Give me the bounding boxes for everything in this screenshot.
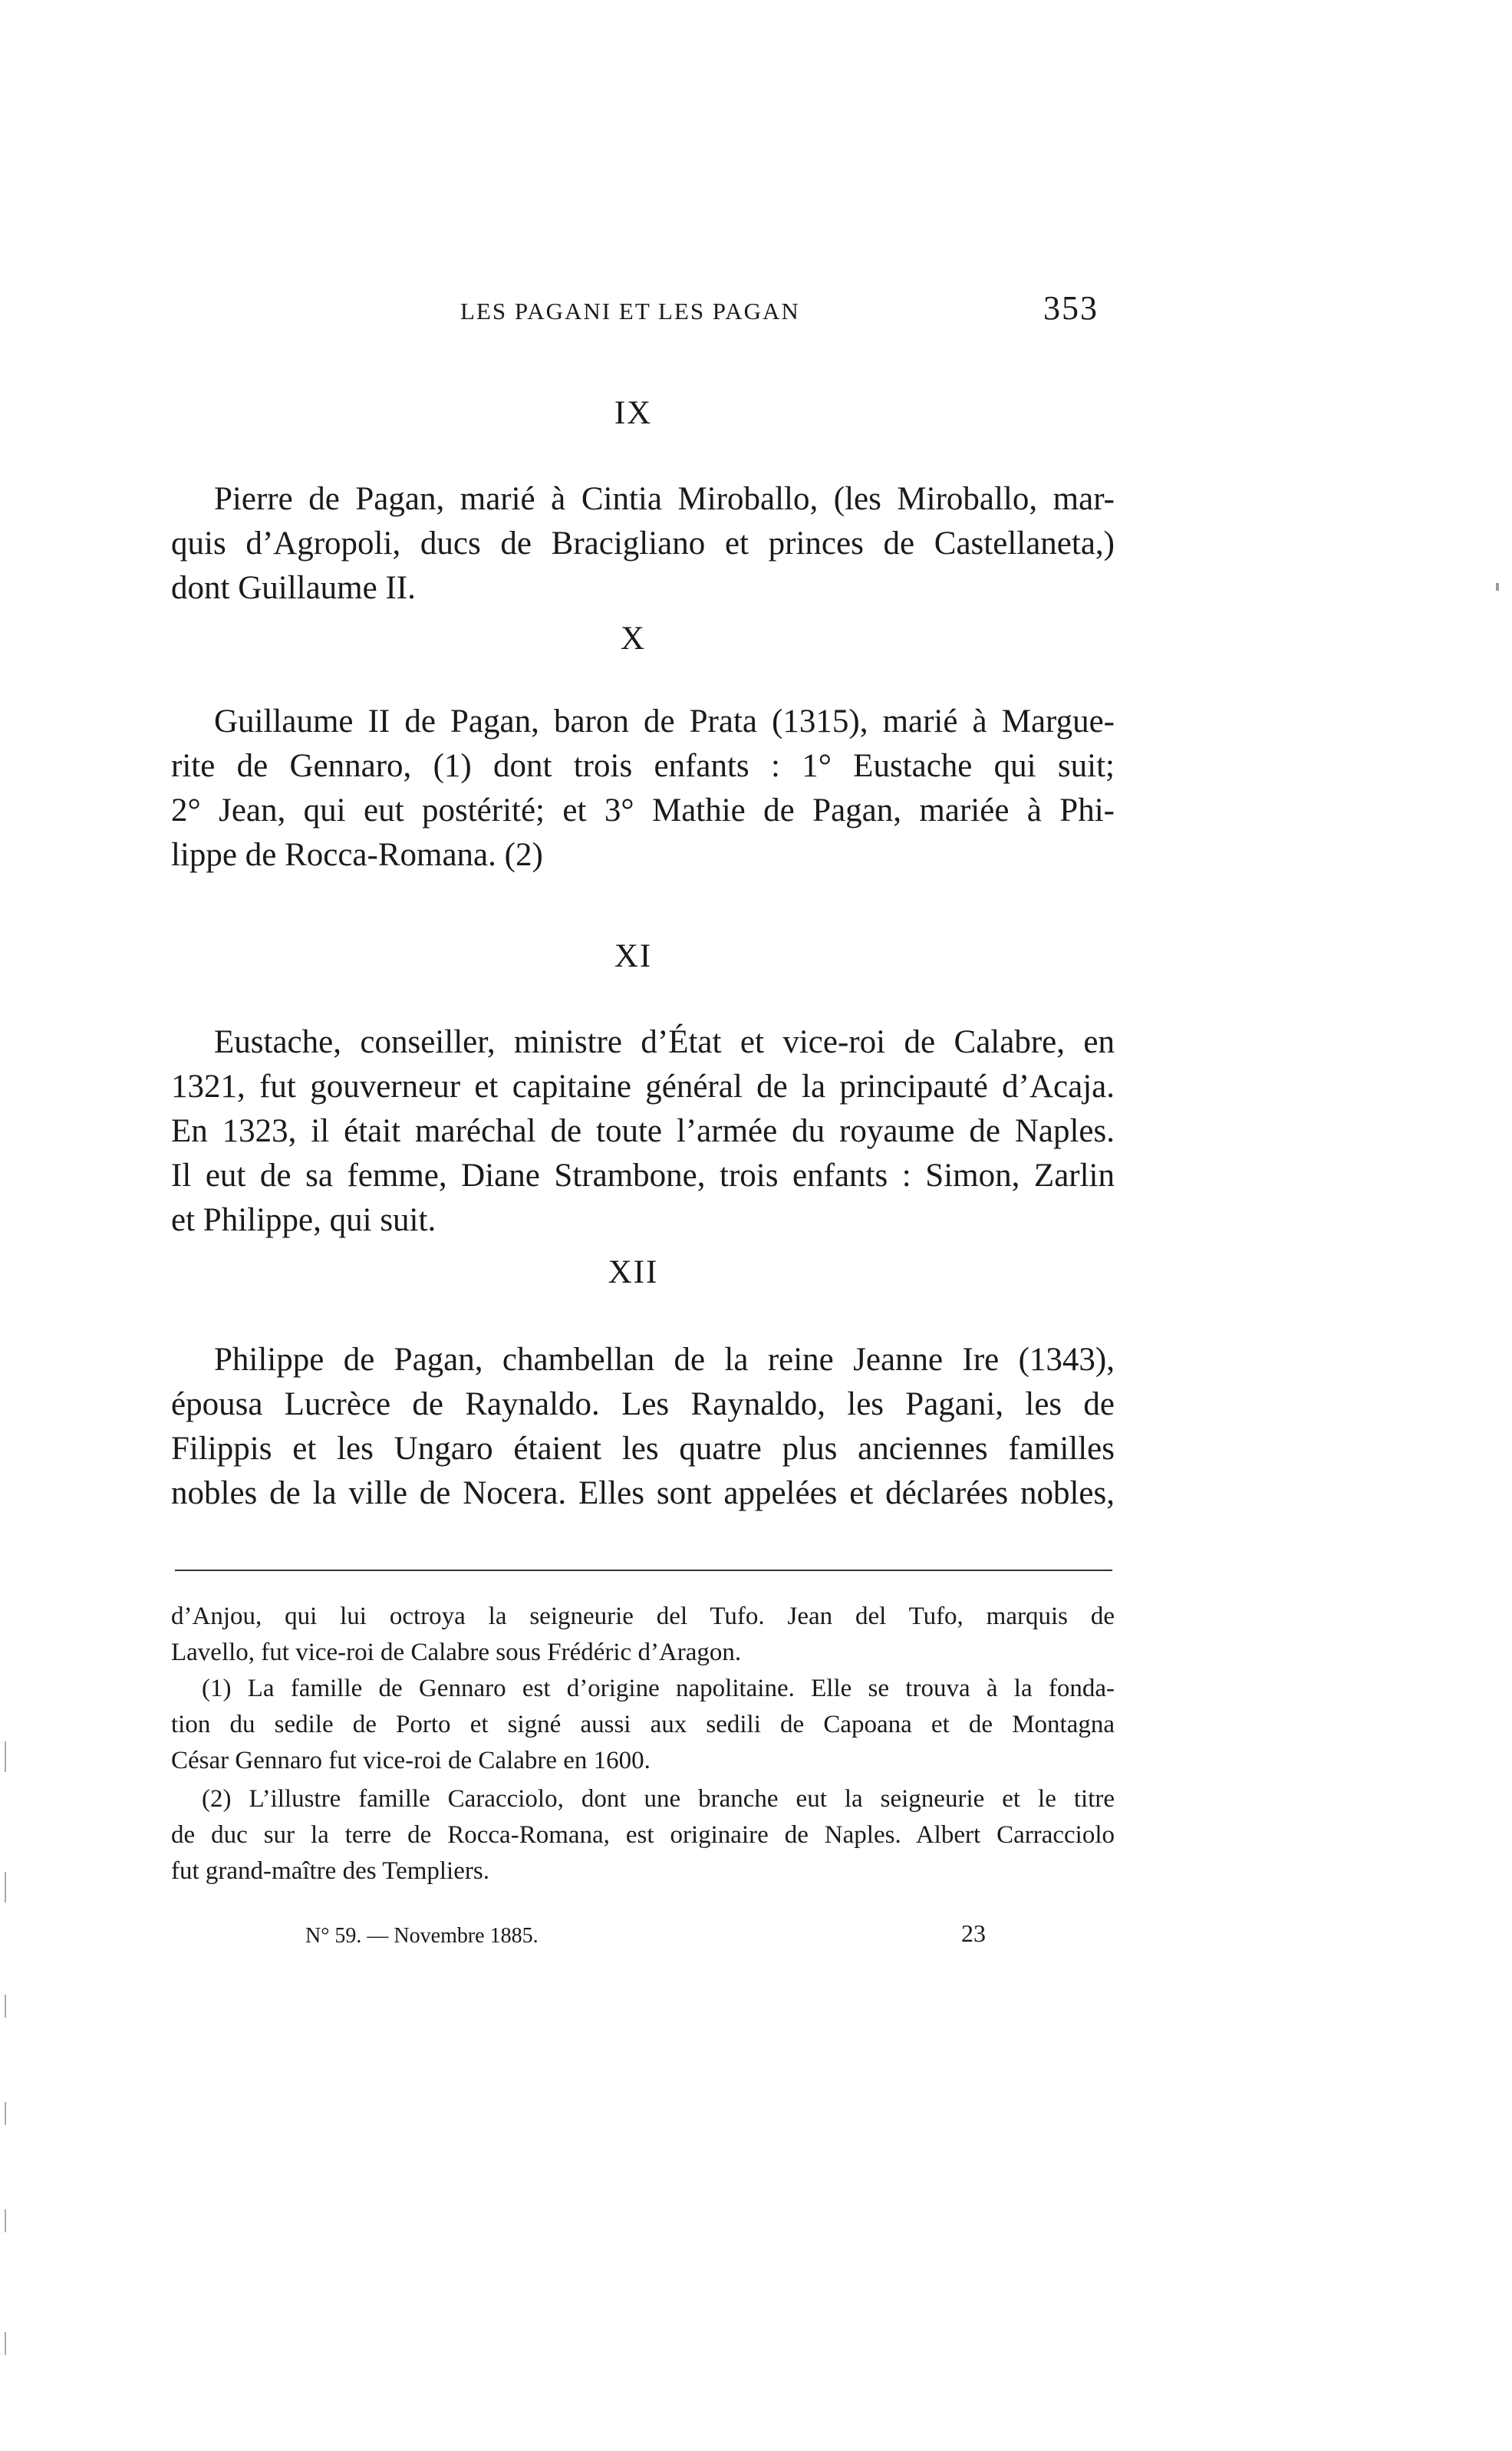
footnote-1 [171,1671,1115,1779]
text-line: Eustache, conseiller, ministre d’État et vice-roi de Calabre, en [214,1024,1115,1060]
text-line: Philippe de Pagan, chambellan de la reine Jeanne Ire (1343), [214,1342,1115,1378]
text-line: Il eut de sa femme, Diane Strambone, trois enfants : Simon, Zarlin [171,1158,1115,1194]
footnote-line: (2) L’illustre famille Caracciolo, dont une branche eut la seigneurie et le titre [202,1785,1115,1813]
text-line: quis d’Agropoli, ducs de Bracigliano et princes de Castellaneta,) [171,525,1115,562]
scan-edge-mark [5,1995,6,2018]
scan-speck [1496,583,1499,591]
text-line: lippe de Rocca-Romana. (2) [171,837,543,873]
footnote-line: d’Anjou, qui lui octroya la seigneurie del Tufo. Jean del Tufo, marquis de [171,1603,1115,1630]
running-title: LES PAGANI ET LES PAGAN [460,298,800,324]
section-number-xii: XII [608,1254,659,1290]
footnote-line: Lavello, fut vice-roi de Calabre sous Frédéric d’Aragon. [171,1639,742,1666]
section-xii-paragraph [171,1338,1115,1516]
footnote-line: (1) La famille de Gennaro est d’origine napolitaine. Elle se trouva à la fonda- [202,1675,1115,1702]
scan-edge-mark [5,1741,6,1772]
footnote-separator [175,1570,1112,1571]
text-line: 1321, fut gouverneur et capitaine général de la principauté d’Acaja. [171,1069,1115,1105]
footnote-line: fut grand-maître des Templiers. [171,1857,489,1885]
text-line: dont Guillaume II. [171,570,416,606]
text-line: Filippis et les Ungaro étaient les quatre plus anciennes familles [171,1431,1115,1467]
text-line: nobles de la ville de Nocera. Elles sont appelées et déclarées nobles, [171,1475,1115,1511]
text-line: 2° Jean, qui eut postérité; et 3° Mathie de Pagan, mariée à Phi- [171,792,1115,829]
footnote-line: tion du sedile de Porto et signé aussi aux sedili de Capoana et de Montagna [171,1711,1115,1738]
scan-edge-mark [5,2209,6,2232]
text-line: épousa Lucrèce de Raynaldo. Les Raynaldo, les Pagani, les de [171,1386,1115,1422]
scan-edge-mark [5,2332,6,2355]
section-x-paragraph [171,700,1115,878]
sheet-signature: 23 [961,1919,986,1947]
section-ix-paragraph [171,477,1115,611]
section-number-ix: IX [614,395,653,431]
footnote-line: César Gennaro fut vice-roi de Calabre en 1600. [171,1747,651,1774]
scan-edge-mark [5,2102,6,2125]
section-number-x: X [620,621,647,657]
footnote-continuation [171,1599,1115,1671]
text-line: et Philippe, qui suit. [171,1202,436,1238]
section-xi-paragraph [171,1020,1115,1243]
text-line: Guillaume II de Pagan, baron de Prata (1315), marié à Margue- [214,703,1115,740]
text-line: En 1323, il était maréchal de toute l’armée du royaume de Naples. [171,1113,1115,1149]
text-line: rite de Gennaro, (1) dont trois enfants : 1° Eustache qui suit; [171,748,1115,784]
issue-signature: N° 59. — Novembre 1885. [305,1924,539,1948]
footnote-line: de duc sur la terre de Rocca-Romana, est originaire de Naples. Albert Carracciolo [171,1821,1115,1849]
section-number-xi: XI [614,938,653,974]
scan-edge-mark [5,1872,6,1902]
page-number: 353 [1043,289,1099,327]
footnote-2 [171,1781,1115,1889]
text-line: Pierre de Pagan, marié à Cintia Miroballo, (les Miroballo, mar- [214,481,1115,517]
